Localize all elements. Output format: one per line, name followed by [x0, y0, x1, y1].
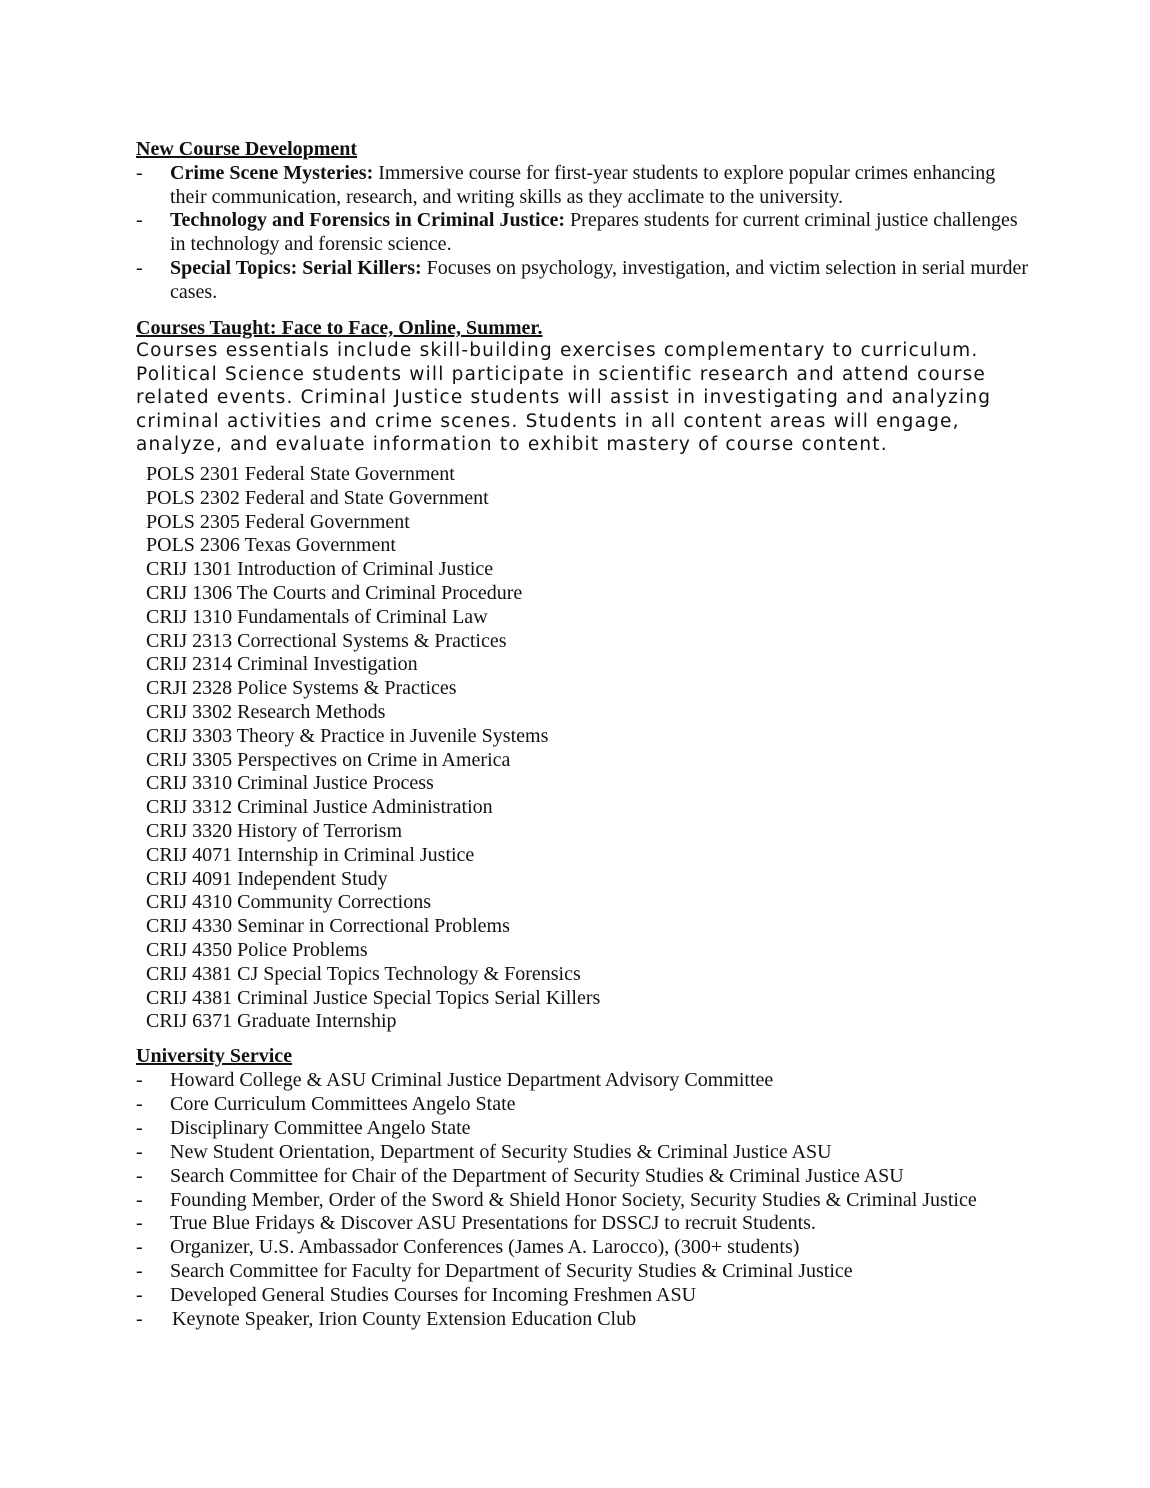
service-list-item: Keynote Speaker, Irion County Extension Education Club [172, 1308, 637, 1330]
courses-taught-paragraph: Courses essentials include skill-building exercises complementary to curriculum. Political Science students will participate in scientific research and attend course related events. Criminal Justice students will assist in investigating and analyzing criminal activities and crime scenes. Students in all content areas will engage, analyze, and evaluate information to exhibit mastery of course content. [136, 340, 992, 456]
courses-taught-heading: Courses Taught: Face to Face, Online, Summer. [136, 317, 543, 339]
university-service-heading: University Service [136, 1045, 293, 1067]
course-list-item: CRIJ 4381 Criminal Justice Special Topics Serial Killers [146, 986, 601, 1009]
bullet-dash: - [136, 162, 143, 184]
service-list-item: New Student Orientation, Department of Security Studies & Criminal Justice ASU [170, 1140, 832, 1163]
new-course-item [170, 161, 1030, 209]
course-list-item: CRIJ 4330 Seminar in Correctional Problems [146, 915, 510, 938]
bullet-dash: - [136, 1188, 143, 1211]
bullet-dash: - [136, 1260, 143, 1283]
bullet-dash: - [136, 1284, 143, 1307]
new-course-item-title: Technology and Forensics in Criminal Justice: [170, 209, 566, 231]
new-course-item-title: Special Topics: Serial Killers: [170, 257, 422, 279]
course-list-item: POLS 2305 Federal Government [146, 510, 410, 533]
course-list-item: POLS 2306 Texas Government [146, 534, 396, 557]
service-list-item: Founding Member, Order of the Sword & Shield Honor Society, Security Studies & Criminal Justice [170, 1188, 977, 1211]
course-list-item: CRIJ 4381 CJ Special Topics Technology & Forensics [146, 962, 581, 985]
service-list-item: True Blue Fridays & Discover ASU Presentations for DSSCJ to recruit Students. [170, 1212, 816, 1235]
bullet-dash: - [136, 1069, 143, 1091]
bullet-dash: - [136, 1116, 143, 1139]
course-list-item: CRIJ 3320 History of Terrorism [146, 820, 402, 842]
course-list-item: CRIJ 3305 Perspectives on Crime in America [146, 748, 511, 771]
course-list-item: CRIJ 1310 Fundamentals of Criminal Law [146, 605, 488, 628]
course-list-item: CRIJ 4350 Police Problems [146, 939, 368, 961]
course-list-item: POLS 2301 Federal State Government [146, 463, 455, 485]
service-list-item: Core Curriculum Committees Angelo State [170, 1092, 516, 1115]
new-course-item [170, 208, 1030, 256]
new-course-item-desc: Immersive course for first-year students to explore popular crimes enhancing their communication, research, and writing skills as they acclimate to the university. [170, 162, 996, 208]
new-course-item [170, 256, 1030, 304]
bullet-dash: - [136, 1212, 143, 1235]
course-list-item: CRIJ 6371 Graduate Internship [146, 1010, 397, 1033]
service-list-item: Search Committee for Chair of the Department of Security Studies & Criminal Justice ASU [170, 1164, 904, 1187]
new-course-item-title: Crime Scene Mysteries: [170, 162, 374, 184]
bullet-dash: - [136, 1308, 143, 1330]
course-list-item: CRIJ 2313 Correctional Systems & Practices [146, 629, 507, 652]
course-list-item: CRIJ 4071 Internship in Criminal Justice [146, 843, 475, 866]
new-course-development-heading: New Course Development [136, 138, 358, 160]
new-course-item-desc: Focuses on psychology, investigation, and victim selection in serial murder cases. [170, 257, 1029, 303]
course-list-item: CRIJ 3310 Criminal Justice Process [146, 772, 434, 795]
bullet-dash: - [136, 209, 143, 231]
service-list-item: Developed General Studies Courses for Incoming Freshmen ASU [170, 1284, 697, 1307]
service-list-item: Disciplinary Committee Angelo State [170, 1116, 471, 1139]
new-course-item-desc: Prepares students for current criminal justice challenges in technology and forensic science. [170, 209, 1018, 255]
course-list-item: CRIJ 3302 Research Methods [146, 701, 386, 723]
bullet-dash: - [136, 1236, 143, 1259]
bullet-dash: - [136, 1092, 143, 1115]
course-list-item: CRJI 2328 Police Systems & Practices [146, 677, 457, 700]
service-list-item: Organizer, U.S. Ambassador Conferences (James A. Larocco), (300+ students) [170, 1236, 800, 1259]
course-list-item: CRIJ 4091 Independent Study [146, 867, 388, 890]
course-list-item: CRIJ 2314 Criminal Investigation [146, 653, 418, 676]
bullet-dash: - [136, 1140, 143, 1163]
course-list-item: CRIJ 1301 Introduction of Criminal Justice [146, 558, 494, 581]
bullet-dash: - [136, 1164, 143, 1187]
course-list-item: CRIJ 4310 Community Corrections [146, 891, 431, 914]
service-list-item: Howard College & ASU Criminal Justice Department Advisory Committee [170, 1069, 774, 1091]
course-list-item: CRIJ 3303 Theory & Practice in Juvenile Systems [146, 724, 549, 747]
course-list-item: POLS 2302 Federal and State Government [146, 486, 489, 509]
course-list-item: CRIJ 3312 Criminal Justice Administration [146, 796, 493, 819]
service-list-item: Search Committee for Faculty for Department of Security Studies & Criminal Justice [170, 1260, 853, 1283]
course-list-item: CRIJ 1306 The Courts and Criminal Procedure [146, 582, 523, 604]
bullet-dash: - [136, 257, 143, 279]
